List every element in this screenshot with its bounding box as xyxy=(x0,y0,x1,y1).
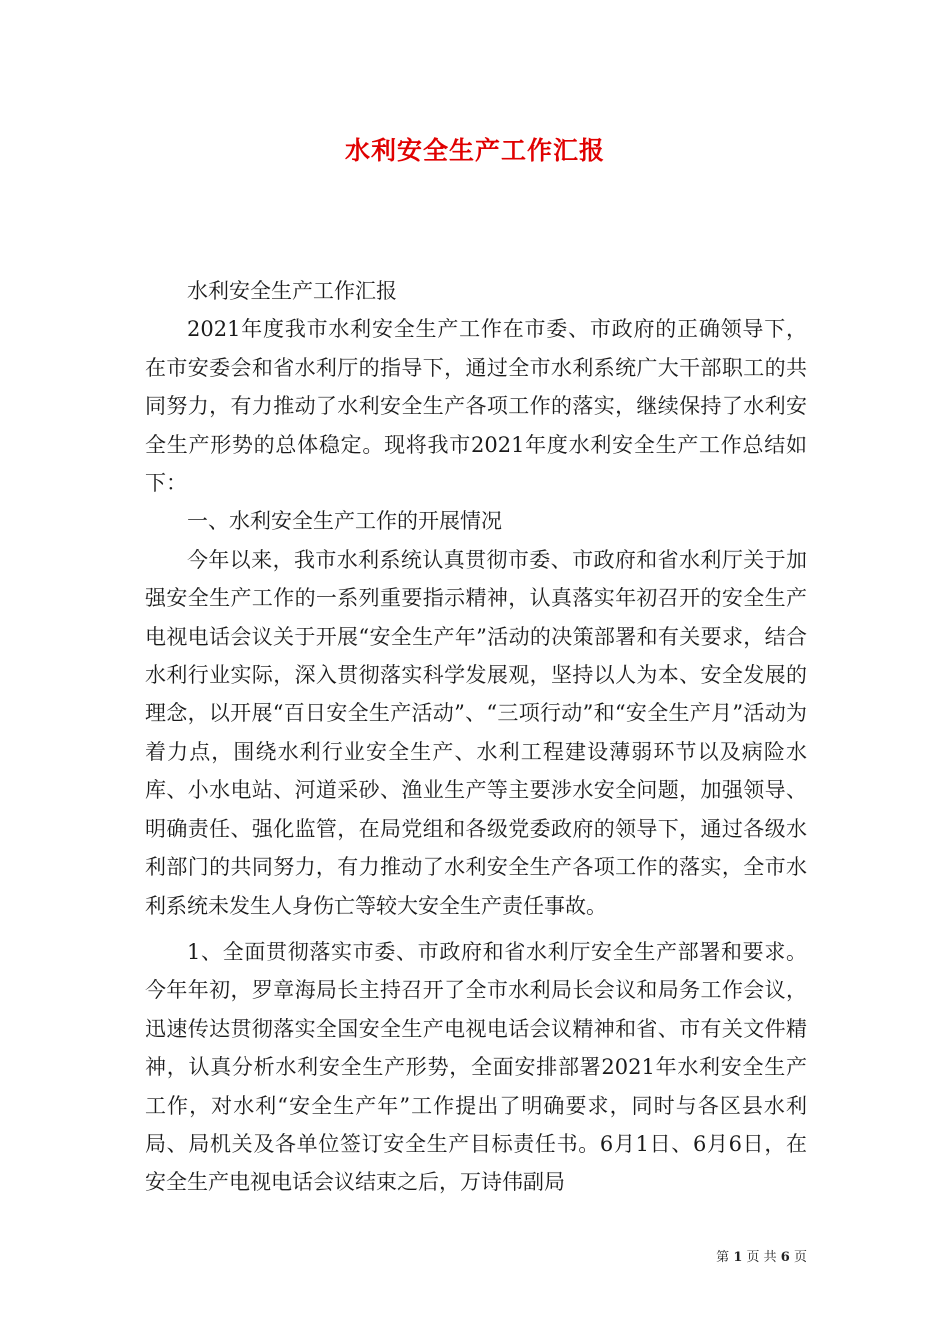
current-page: 1 xyxy=(733,1250,743,1265)
item-paragraph: 1、全面贯彻落实市委、市政府和省水利厅安全生产部署和要求。今年年初，罗章海局长主持召开了全市水利局长会议和局务工作会议，迅速传达贯彻落实全国安全生产电视电话会议精神和省、市有关文件精神，认真分析水利安全生产形势，全面安排部署2021年水利安全生产工作，对水利“安全生产年”工作提出了明确要求，同时与各区县水利局、局机关及各单位签订安全生产目标责任书。6月1日、6月6日，在安全生产电视电话会议结束之后，万诗伟副局 xyxy=(145,939,807,1195)
section-paragraph: 今年以来，我市水利系统认真贯彻市委、市政府和省水利厅关于加强安全生产工作的一系列重要指示精神，认真落实年初召开的安全生产电视电话会议关于开展“安全生产年”活动的决策部署和有关要求，结合水利行业实际，深入贯彻落实科学发展观，坚持以人为本、安全发展的理念，以开展“百日安全生产活动”、“三项行动”和“安全生产月”活动为着力点，围绕水利行业安全生产、水利工程建设薄弱环节以及病险水库、小水电站、河道采砂、渔业生产等主要涉水安全问题，加强领导、明确责任、强化监管，在局党组和各级党委政府的领导下，通过各级水利部门的共同努力，有力推动了水利安全生产各项工作的落实，全市水利系统未发生人身伤亡等较大安全生产责任事故。 xyxy=(145,547,807,918)
body-heading: 水利安全生产工作汇报 xyxy=(187,279,397,303)
intro-paragraph: 2021年度我市水利安全生产工作在市委、市政府的正确领导下，在市安委会和省水利厅的指导下，通过全市水利系统广大干部职工的共同努力，有力推动了水利安全生产各项工作的落实，继续保持了水利安全生产形势的总体稳定。现将我市2021年度水利安全生产工作总结如下： xyxy=(145,317,807,496)
section-heading: 一、水利安全生产工作的开展情况 xyxy=(187,509,502,534)
document-title: 水利安全生产工作汇报 xyxy=(344,136,605,165)
document-body xyxy=(145,272,807,1202)
page-number xyxy=(716,1246,807,1265)
page-prefix: 第 xyxy=(716,1250,730,1265)
total-pages: 6 xyxy=(780,1250,790,1265)
page-middle: 页 共 xyxy=(746,1250,777,1265)
page-suffix: 页 xyxy=(793,1250,807,1265)
